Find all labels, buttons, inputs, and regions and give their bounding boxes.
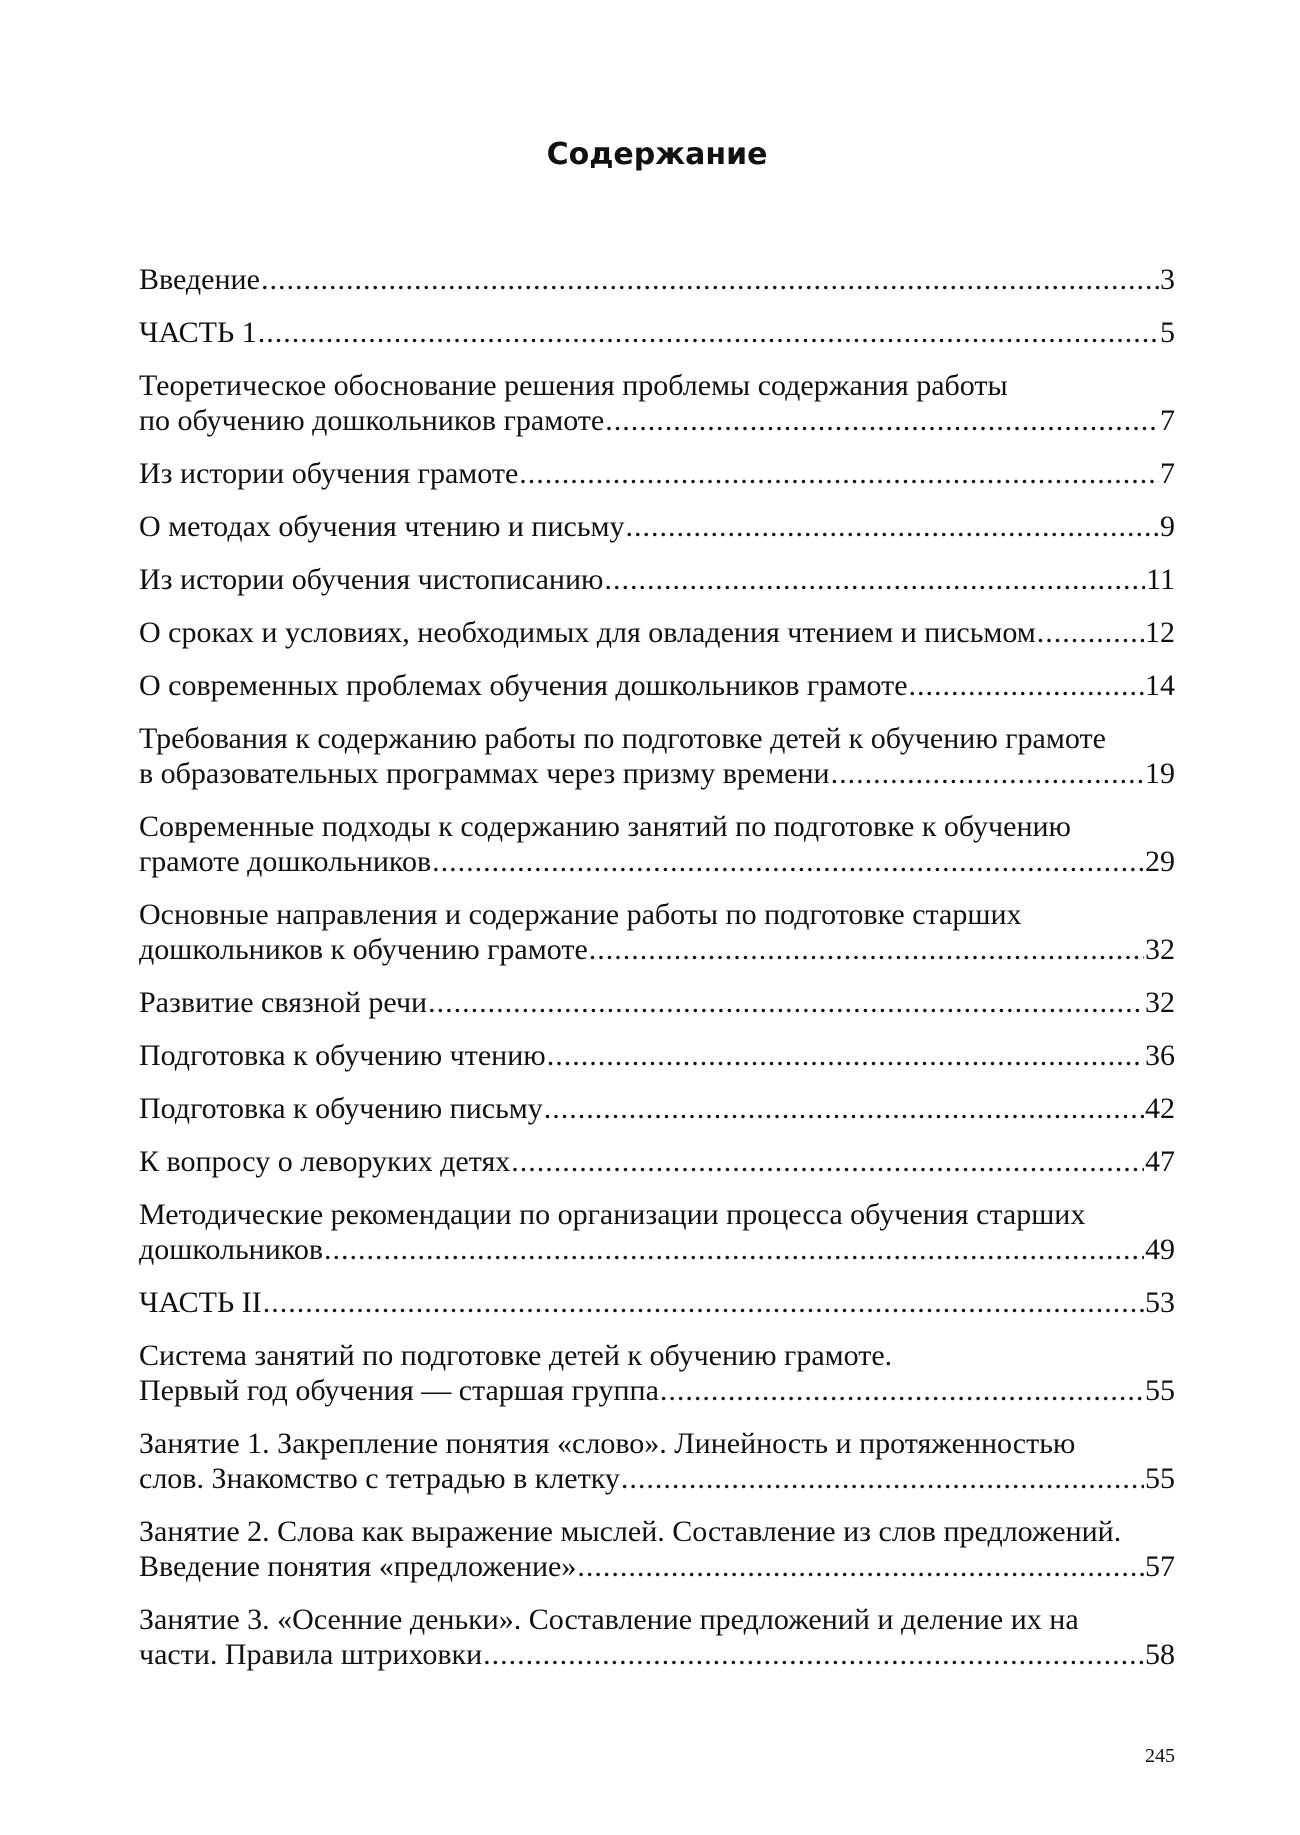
toc-entry-title: О методах обучения чтению и письму	[139, 510, 625, 543]
toc-entry-page: 42	[1145, 1092, 1175, 1125]
dot-leader	[544, 1091, 1144, 1126]
toc-entry-title: Подготовка к обучению письму	[139, 1092, 543, 1125]
toc-entry-page: 32	[1145, 933, 1175, 966]
toc-entry-title: Из истории обучения грамоте	[139, 457, 519, 490]
toc-entry[interactable]	[139, 615, 1175, 650]
toc-entry[interactable]	[139, 1144, 1175, 1179]
dot-leader	[428, 985, 1144, 1020]
dot-leader	[483, 1637, 1144, 1672]
toc-entry[interactable]	[139, 809, 1175, 879]
toc-entry[interactable]	[139, 315, 1175, 350]
toc-entry[interactable]	[139, 1602, 1175, 1672]
dot-leader	[660, 1373, 1144, 1408]
toc-entry-title: Занятие 1. Закрепление понятия «слово». Линейность и протяженностью	[139, 1427, 1076, 1460]
toc-entry-title: Теоретическое обоснование решения проблемы содержания работы	[139, 369, 1008, 402]
dot-leader	[263, 1285, 1144, 1320]
toc-entry[interactable]	[139, 1426, 1175, 1496]
toc-entry-title: Основные направления и содержание работы по подготовке старших	[139, 898, 1022, 931]
toc-entry-page: 14	[1145, 669, 1175, 702]
toc-entry[interactable]	[139, 1197, 1175, 1267]
toc-entry[interactable]	[139, 562, 1175, 597]
toc-entry-title: Требования к содержанию работы по подготовке детей к обучению грамоте	[139, 722, 1106, 755]
toc-entry-page: 11	[1146, 563, 1175, 596]
toc-entry[interactable]	[139, 897, 1175, 967]
toc-entry-page: 36	[1145, 1039, 1175, 1072]
dot-leader	[626, 509, 1159, 544]
toc-entry-title: Занятие 3. «Осенние деньки». Составление предложений и деление их на	[139, 1603, 1079, 1636]
dot-leader	[605, 403, 1159, 438]
dot-leader	[589, 932, 1144, 967]
table-of-contents	[139, 262, 1175, 1690]
page-title: Содержание	[546, 137, 768, 172]
dot-leader	[577, 1549, 1144, 1584]
toc-entry-page: 32	[1145, 986, 1175, 1019]
toc-entry-title: по обучению дошкольников грамоте	[139, 404, 605, 437]
toc-entry-title: К вопросу о леворуких детях	[139, 1145, 511, 1178]
toc-entry-title: в образовательных программах через призму времени	[139, 757, 830, 790]
toc-entry-title: Из истории обучения чистописанию	[139, 563, 604, 596]
toc-entry-page: 47	[1145, 1145, 1175, 1178]
toc-entry[interactable]	[139, 1038, 1175, 1073]
dot-leader	[547, 1038, 1144, 1073]
toc-entry-title: слов. Знакомство с тетрадью в клетку	[139, 1462, 620, 1495]
toc-entry-title: Развитие связной речи	[139, 986, 428, 1019]
toc-entry-title: части. Правила штриховки	[139, 1638, 483, 1671]
toc-entry-title: ЧАСТЬ 1	[139, 316, 257, 349]
toc-entry-title: грамоте дошкольников	[139, 845, 432, 878]
dot-leader	[432, 844, 1144, 879]
dot-leader	[621, 1461, 1144, 1496]
toc-entry-title: дошкольников к обучению грамоте	[139, 933, 588, 966]
toc-entry-page: 55	[1145, 1462, 1175, 1495]
toc-entry-title: Подготовка к обучению чтению	[139, 1039, 546, 1072]
dot-leader	[604, 562, 1145, 597]
toc-entry-title: Введение	[139, 263, 260, 296]
toc-entry-title: ЧАСТЬ II	[139, 1286, 262, 1319]
toc-entry-page: 57	[1145, 1550, 1175, 1583]
toc-entry-page: 49	[1145, 1233, 1175, 1266]
toc-entry[interactable]	[139, 456, 1175, 491]
toc-entry-page: 9	[1160, 510, 1175, 543]
toc-entry-title: Введение понятия «предложение»	[139, 1550, 577, 1583]
toc-entry-title: Методические рекомендации по организации процесса обучения старших	[139, 1198, 1086, 1231]
toc-entry-page: 29	[1145, 845, 1175, 878]
page-number: 245	[1145, 1745, 1175, 1767]
toc-entry[interactable]	[139, 1285, 1175, 1320]
toc-entry-title: дошкольников	[139, 1233, 323, 1266]
dot-leader	[261, 262, 1159, 297]
toc-entry-title: О сроках и условиях, необходимых для овладения чтением и письмом	[139, 616, 1036, 649]
dot-leader	[519, 456, 1159, 491]
toc-entry-title: Занятие 2. Слова как выражение мыслей. Составление из слов предложений.	[139, 1515, 1122, 1548]
dot-leader	[1037, 615, 1144, 650]
toc-entry[interactable]	[139, 668, 1175, 703]
toc-entry-page: 3	[1160, 263, 1175, 296]
toc-entry-title: Современные подходы к содержанию занятий по подготовке к обучению	[139, 810, 1071, 843]
dot-leader	[909, 668, 1144, 703]
toc-entry[interactable]	[139, 1091, 1175, 1126]
toc-entry-page: 7	[1160, 457, 1175, 490]
toc-entry[interactable]	[139, 721, 1175, 791]
toc-entry[interactable]	[139, 1514, 1175, 1584]
toc-entry[interactable]	[139, 368, 1175, 438]
toc-entry[interactable]	[139, 262, 1175, 297]
toc-entry-title: О современных проблемах обучения дошкольников грамоте	[139, 669, 908, 702]
toc-entry[interactable]	[139, 985, 1175, 1020]
toc-entry-page: 53	[1145, 1286, 1175, 1319]
toc-entry-page: 19	[1145, 757, 1175, 790]
dot-leader	[831, 756, 1144, 791]
toc-entry[interactable]	[139, 1338, 1175, 1408]
toc-entry-title: Первый год обучения — старшая группа	[139, 1374, 659, 1407]
dot-leader	[511, 1144, 1144, 1179]
dot-leader	[324, 1232, 1144, 1267]
dot-leader	[258, 315, 1159, 350]
toc-entry-title: Система занятий по подготовке детей к обучению грамоте.	[139, 1339, 893, 1372]
toc-entry-page: 12	[1145, 616, 1175, 649]
toc-entry-page: 7	[1160, 404, 1175, 437]
toc-entry-page: 55	[1145, 1374, 1175, 1407]
toc-entry[interactable]	[139, 509, 1175, 544]
toc-entry-page: 58	[1145, 1638, 1175, 1671]
toc-entry-page: 5	[1160, 316, 1175, 349]
